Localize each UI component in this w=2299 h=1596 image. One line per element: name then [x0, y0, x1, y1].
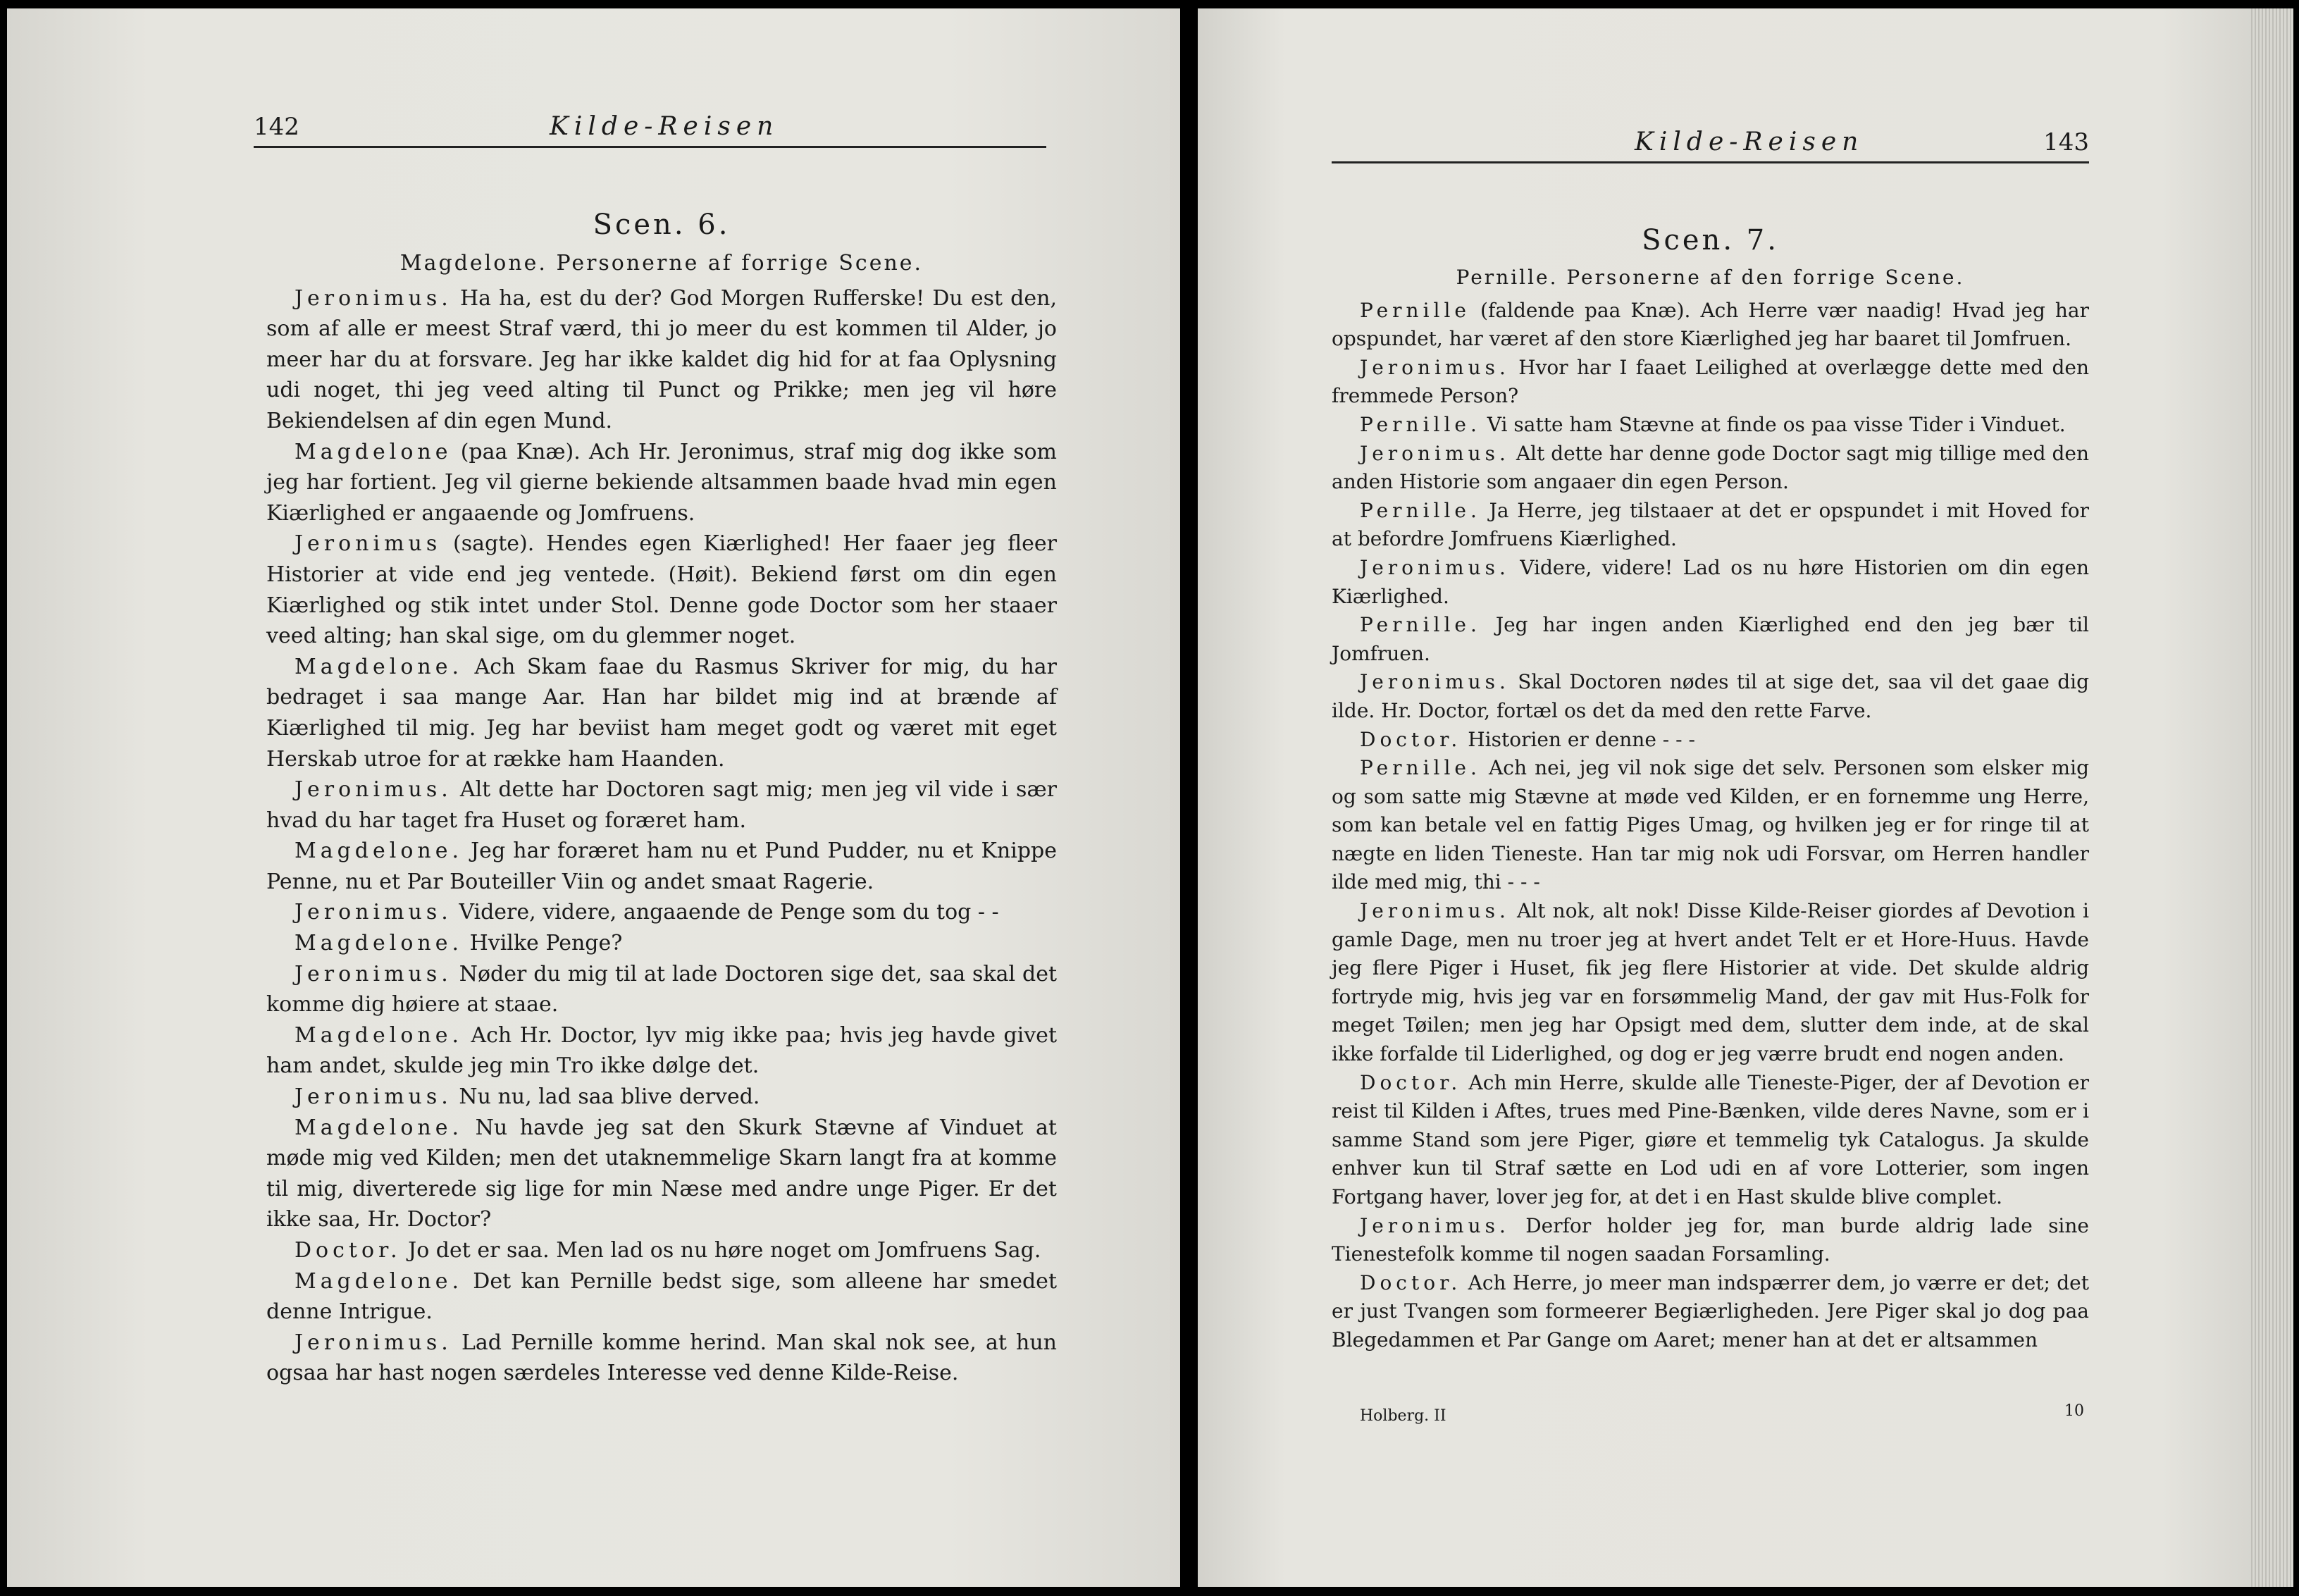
dialogue-paragraph [1332, 497, 2089, 554]
speech-text: Det kan Pernille bedst sige, som alleene har smedet denne Intrigue. [266, 1268, 1057, 1325]
speaker-name: Pernille. [1360, 756, 1481, 780]
speech-text: Ach min Herre, skulde alle Tieneste-Piger, der af Devotion er reist til Kilden i Aftes, trues med Pine-Bænken, vilde deres Navne, som er i samme Stand som jere Piger, giøre et temmelig tyk Catalogus. Ja skulde enhver kun til Straf sætte en Lod udi en af vore Lotterier, som ingen Fortgang haver, lover jeg for, at det i en Hast skulde blive complet. [1332, 1070, 2089, 1208]
dialogue-paragraph [1332, 754, 2089, 897]
left-running-header [254, 106, 1046, 148]
speaker-name: Jeronimus. [1360, 355, 1510, 379]
speech-text: Ach nei, jeg vil nok sige det selv. Personen som elsker mig og som satte mig Stævne at møde ved Kilden, er en fornemme ung Herre, som kan betale vel en fattig Piges Umag, og hvilken jeg er for ringe til at nægte en liden Tieneste. Han tar mig nok udi Forsvar, om Herren handler ilde med mig, thi - - - [1332, 756, 2089, 894]
speech-text: Nu nu, lad saa blive derved. [452, 1084, 760, 1110]
speaker-name: Pernille. [1360, 412, 1481, 436]
dialogue-paragraph [1332, 668, 2089, 725]
speaker-name: Doctor. [1360, 727, 1462, 751]
speaker-name: Doctor. [295, 1238, 402, 1263]
left-dialogue [266, 283, 1057, 1389]
speech-text: Jeg har ingen anden Kiærlighed end den jeg bær til Jomfruen. [1332, 613, 2089, 665]
right-header-rule [1332, 161, 2089, 163]
dialogue-paragraph [266, 1113, 1057, 1235]
right-page-number: 143 [2043, 128, 2089, 156]
dialogue-paragraph [266, 928, 1057, 959]
dialogue-paragraph [266, 1266, 1057, 1328]
dialogue-paragraph [266, 897, 1057, 928]
speech-text: Lad Pernille komme herind. Man skal nok see, at hun ogsaa har hast nogen særdeles Interesse ved denne Kilde-Reise. [266, 1330, 1057, 1386]
speaker-name: Pernille. [1360, 613, 1481, 637]
dialogue-paragraph [266, 774, 1057, 836]
speaker-name: Magdelone. [295, 654, 464, 679]
speech-text: (sagte). Hendes egen Kiærlighed! Her faaer jeg fleer Historier at vide end jeg ventede. (Høit). Bekiend først om din egen Kiærlighed og stik intet under Stol. Denne gode Doctor som her staaer veed alting; han skal sige, om du glemmer noget. [266, 531, 1057, 649]
speech-text: Ach Herre, jo meer man indspærrer dem, jo værre er det; det er just Tvangen som formeerer Begiærligheden. Jere Piger skal jo dog paa Blegedammen et Par Gange om Aaret; mener han at det er altsammen [1332, 1270, 2089, 1351]
dialogue-paragraph [266, 283, 1057, 437]
speech-text: Alt dette har denne gode Doctor sagt mig tillige med den anden Historie som angaaer din egen Person. [1332, 441, 2089, 494]
speaker-name: Doctor. [1360, 1270, 1462, 1294]
dialogue-paragraph [266, 1020, 1057, 1082]
dialogue-paragraph [1332, 1212, 2089, 1269]
speaker-name: Doctor. [1360, 1070, 1462, 1094]
speech-text: (paa Knæ). Ach Hr. Jeronimus, straf mig dog ikke som jeg har fortient. Jeg vil gierne bekiende altsammen baade hvad min egen Kiærlighed er angaaende og Jomfruens. [266, 439, 1057, 526]
speaker-name: Jeronimus. [295, 777, 452, 803]
speaker-name: Magdelone. [295, 1022, 464, 1048]
speech-text: Nøder du mig til at lade Doctoren sige det, saa skal det komme dig høiere at staae. [266, 961, 1057, 1017]
dialogue-paragraph [266, 1328, 1057, 1389]
dialogue-paragraph [1332, 726, 2089, 755]
dialogue-paragraph [266, 836, 1057, 897]
dialogue-paragraph [1332, 297, 2089, 354]
dialogue-paragraph [266, 1235, 1057, 1266]
speech-text: Hvilke Penge? [463, 931, 623, 956]
signature-mark: 10 [2064, 1402, 2084, 1420]
speaker-name: Jeronimus. [295, 961, 452, 986]
right-scene-title: Scen. 7. [1642, 224, 1779, 256]
dialogue-paragraph [1332, 1269, 2089, 1355]
speech-text: Historien er denne - - - [1461, 727, 1695, 751]
speaker-name: Magdelone. [295, 1268, 464, 1294]
speaker-name: Magdelone. [295, 931, 464, 956]
speech-text: Alt nok, alt nok! Disse Kilde-Reiser giordes af Devotion i gamle Dage, men nu troer jeg at hvert andet Telt er et Hore-Huus. Havde jeg flere Piger i Huset, fik jeg flere Historier at vide. Det skulde aldrig fortryde mig, hvis jeg var en forsømmelig Mand, der gav mit Hus-Folk for meget Tøilen; men jeg har Opsigt med dem, slutter dem inde, at de skal ikke forfalde til Liderlighed, og dog er jeg værre brudt end nogen anden. [1332, 899, 2089, 1066]
right-running-title: Kilde-Reisen [1635, 128, 1864, 156]
speech-text: Videre, videre, angaaende de Penge som du tog - - [452, 900, 999, 925]
right-page-edge [2251, 8, 2293, 1587]
speaker-name: Jeronimus. [295, 285, 452, 311]
dialogue-paragraph [1332, 554, 2089, 611]
speaker-name: Jeronimus. [1360, 1213, 1510, 1237]
dialogue-paragraph [1332, 897, 2089, 1069]
speaker-name: Magdelone [295, 439, 452, 464]
right-dialogue [1332, 297, 2089, 1355]
speaker-name: Jeronimus. [1360, 555, 1510, 579]
speech-text: Alt dette har Doctoren sagt mig; men jeg vil vide i sær hvad du har taget fra Huset og foræret ham. [266, 777, 1057, 833]
speech-text: Ach Hr. Doctor, lyv mig ikke paa; hvis jeg havde givet ham andet, skulde jeg min Tro ikke dølge det. [266, 1022, 1057, 1079]
speech-text: Videre, videre! Lad os nu høre Historien om din egen Kiærlighed. [1332, 555, 2089, 608]
speaker-name: Jeronimus. [295, 1330, 452, 1355]
speaker-name: Jeronimus. [1360, 899, 1510, 923]
speaker-name: Jeronimus. [1360, 441, 1510, 465]
left-page-body [266, 192, 1057, 1389]
speaker-name: Pernille [1360, 298, 1471, 322]
dialogue-paragraph [266, 959, 1057, 1020]
left-page-number: 142 [254, 113, 299, 141]
dialogue-paragraph [266, 528, 1057, 651]
speaker-name: Jeronimus. [295, 1084, 452, 1110]
speech-text: Ha ha, est du der? God Morgen Rufferske! Du est den, som af alle er meest Straf værd, thi jo meer du est kommen til Alder, jo meer har du at forsvare. Jeg har ikke kaldet dig hid for at faa Oplysning udi noget, thi jeg veed alting til Punct og Prikke; men jeg vil høre Bekiendelsen af din egen Mund. [266, 285, 1057, 433]
left-page [7, 8, 1180, 1587]
left-header-rule [254, 146, 1046, 148]
left-scene-persons: Magdelone. Personerne af forrige Scene. [399, 251, 924, 276]
left-running-title: Kilde-Reisen [550, 112, 779, 141]
speaker-name: Jeronimus. [1360, 670, 1510, 694]
speech-text: Jo det er saa. Men lad os nu høre noget om Jomfruens Sag. [401, 1238, 1041, 1263]
dialogue-paragraph [1332, 354, 2089, 411]
left-scene-title: Scen. 6. [593, 209, 731, 241]
dialogue-paragraph [266, 437, 1057, 529]
dialogue-paragraph [266, 652, 1057, 774]
right-page-body [1332, 207, 2089, 1355]
speech-text: Jeg har foræret ham nu et Pund Pudder, nu et Knippe Penne, nu et Par Bouteiller Viin og andet smaat Ragerie. [266, 839, 1057, 894]
speech-text: Nu havde jeg sat den Skurk Stævne af Vinduet at møde mig ved Kilden; men det utaknemmelige Skarn langt fra at komme til mig, diverterede sig lige for min Næse med andre unge Piger. Er det ikke saa, Hr. Doctor? [266, 1115, 1057, 1232]
speech-text: Ach Skam faae du Rasmus Skriver for mig, du har bedraget i saa mange Aar. Han har bildet mig ind at brænde af Kiærlighed til mig. Jeg har beviist ham meget godt og været mit eget Herskab utroe for at række ham Haanden. [266, 654, 1057, 772]
speech-text: Vi satte ham Stævne at finde os paa visse Tider i Vinduet. [1480, 412, 2066, 436]
speech-text: Skal Doctoren nødes til at sige det, saa vil det gaae dig ilde. Hr. Doctor, fortæl os det da med den rette Farve. [1332, 670, 2089, 722]
speaker-name: Jeronimus [295, 531, 442, 557]
dialogue-paragraph [1332, 611, 2089, 668]
speaker-name: Jeronimus. [295, 900, 452, 925]
right-page [1198, 8, 2293, 1587]
speech-text: Hvor har I faaet Leilighed at overlægge dette med den fremmede Person? [1332, 355, 2089, 408]
speech-text: Derfor holder jeg for, man burde aldrig lade sine Tienestefolk komme til nogen saadan Forsamling. [1332, 1213, 2089, 1266]
signature-line: Holberg. II [1360, 1407, 1446, 1425]
speaker-name: Pernille. [1360, 498, 1481, 522]
right-scene-persons: Pernille. Personerne af den forrige Scene. [1456, 266, 1965, 289]
speech-text: (faldende paa Knæ). Ach Herre vær naadig! Hvad jeg har opspundet, har været af den store Kiærlighed jeg har baaret til Jomfruen. [1332, 298, 2089, 351]
dialogue-paragraph [1332, 440, 2089, 497]
speaker-name: Magdelone. [295, 1115, 464, 1140]
dialogue-paragraph [1332, 1069, 2089, 1212]
dialogue-paragraph [266, 1082, 1057, 1113]
right-running-header [1332, 121, 2089, 163]
speech-text: Ja Herre, jeg tilstaaer at det er opspundet i mit Hoved for at befordre Jomfruens Kiærlighed. [1332, 498, 2089, 551]
speaker-name: Magdelone. [295, 839, 464, 864]
dialogue-paragraph [1332, 411, 2089, 440]
